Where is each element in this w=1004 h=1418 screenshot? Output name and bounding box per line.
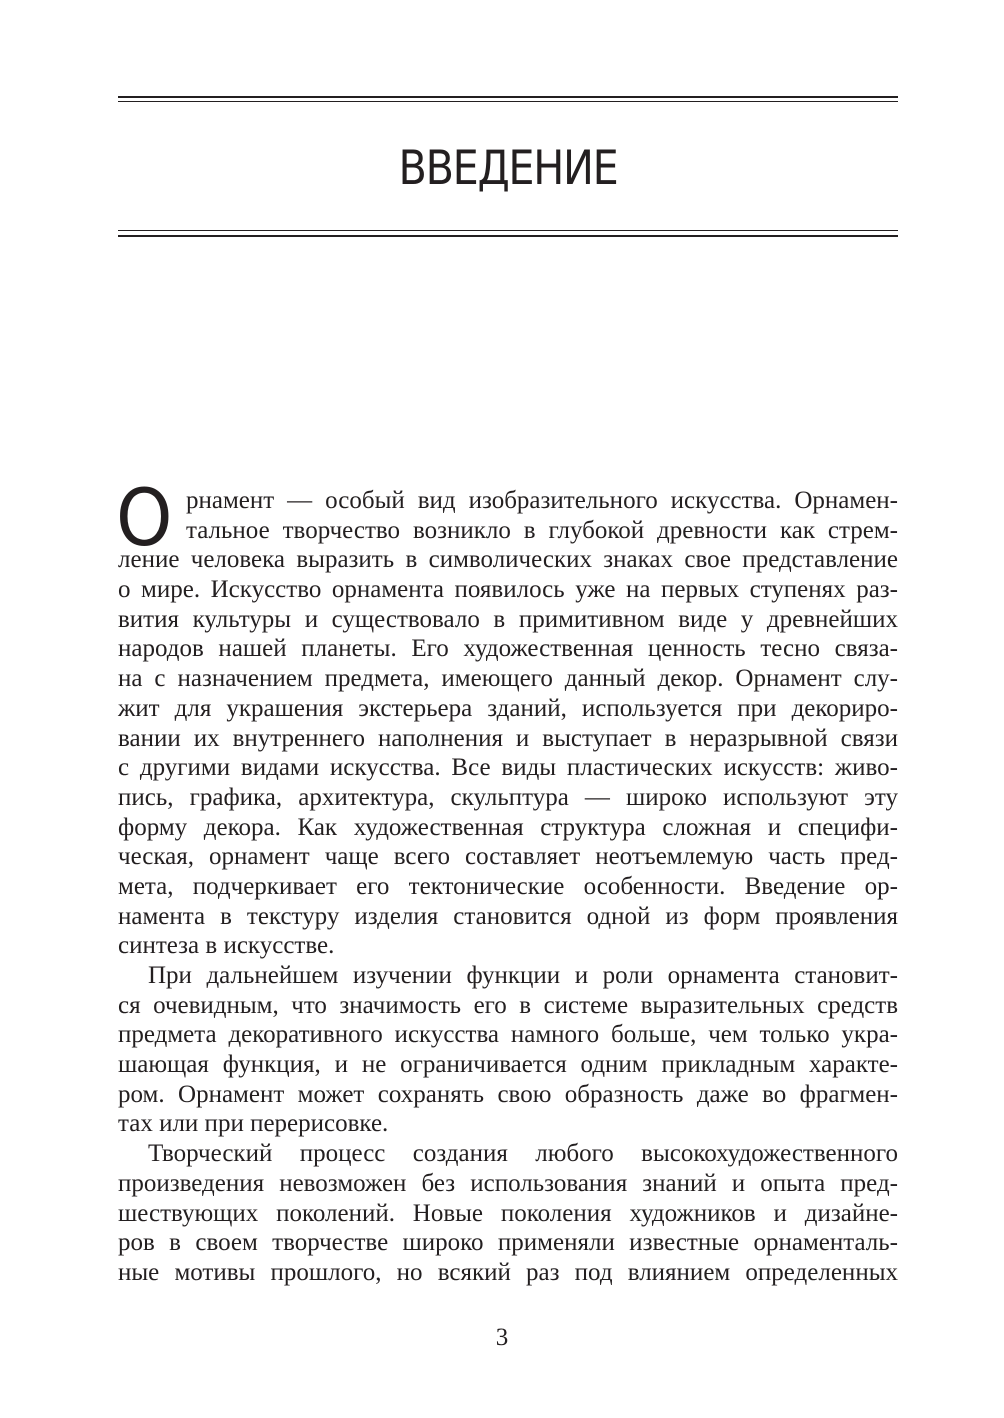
header-rule-top	[118, 96, 898, 104]
text-line: вании их внутреннего наполнения и выступает в неразрывной связи	[118, 724, 898, 752]
text-line: ся очевидным, что значимость его в системе выразительных средств	[118, 991, 898, 1019]
text-line: намента в текстуру изделия становится одной из форм проявления	[118, 902, 898, 930]
text-line: ные мотивы прошлого, но всякий раз под влиянием определенных	[118, 1258, 898, 1286]
chapter-title: ВВЕДЕНИЕ	[398, 141, 618, 196]
paragraph-3	[118, 1139, 898, 1287]
body-text	[116, 474, 898, 1288]
text-line: вития культуры и существовало в примитивном виде у древнейших	[118, 605, 898, 633]
text-line: тальное творчество возникло в глубокой древности как стрем-	[186, 516, 898, 544]
text-line: рнамент — особый вид изобразительного искусства. Орнамен-	[186, 487, 898, 514]
text-line: шествующих поколений. Новые поколения художников и дизайне-	[118, 1199, 898, 1227]
text-line: ром. Орнамент может сохранять свою образность даже во фрагмен-	[118, 1080, 898, 1108]
text-line: пись, графика, архитектура, скульптура — широко используют эту	[118, 783, 898, 811]
text-line: тах или при перерисовке.	[118, 1110, 389, 1138]
text-line: ление человека выразить в символических знаках свое представление	[118, 546, 898, 574]
drop-cap: О	[116, 474, 173, 564]
page-number: 3	[495, 1324, 509, 1351]
text-line: синтеза в искусстве.	[118, 932, 335, 960]
header-rule-bottom	[118, 230, 898, 238]
text-line: ческая, орнамент чаще всего составляет неотъемлемую часть пред-	[118, 843, 898, 871]
text-line: мета, подчеркивает его тектонические особенности. Введение ор-	[118, 872, 898, 900]
text-line: произведения невозможен без использования знаний и опыта пред-	[118, 1169, 898, 1197]
paragraph-2	[118, 961, 898, 1139]
text-line: При дальнейшем изучении функции и роли орнамента становит-	[148, 962, 898, 989]
text-line: на с назначением предмета, имеющего данный декор. Орнамент слу-	[118, 665, 898, 693]
text-line: с другими видами искусства. Все виды пластических искусств: живо-	[118, 754, 898, 782]
text-line: Творческий процесс создания любого высокохудожественного	[148, 1140, 898, 1168]
text-line: шающая функция, и не ограничивается одним прикладным характе-	[118, 1051, 898, 1079]
text-line: жит для украшения экстерьера зданий, используется при декориро-	[118, 694, 898, 722]
text-line: о мире. Искусство орнамента появилось уже на первых ступенях раз-	[118, 576, 898, 604]
text-line: ров в своем творчестве широко применяли известные орнаменталь-	[118, 1229, 898, 1257]
text-line: предмета декоративного искусства намного больше, чем только укра-	[118, 1021, 898, 1049]
text-line: народов нашей планеты. Его художественная ценность тесно связа-	[118, 635, 898, 663]
paragraph-1	[118, 486, 898, 961]
text-line: форму декора. Как художественная структура сложная и специфи-	[118, 813, 898, 841]
